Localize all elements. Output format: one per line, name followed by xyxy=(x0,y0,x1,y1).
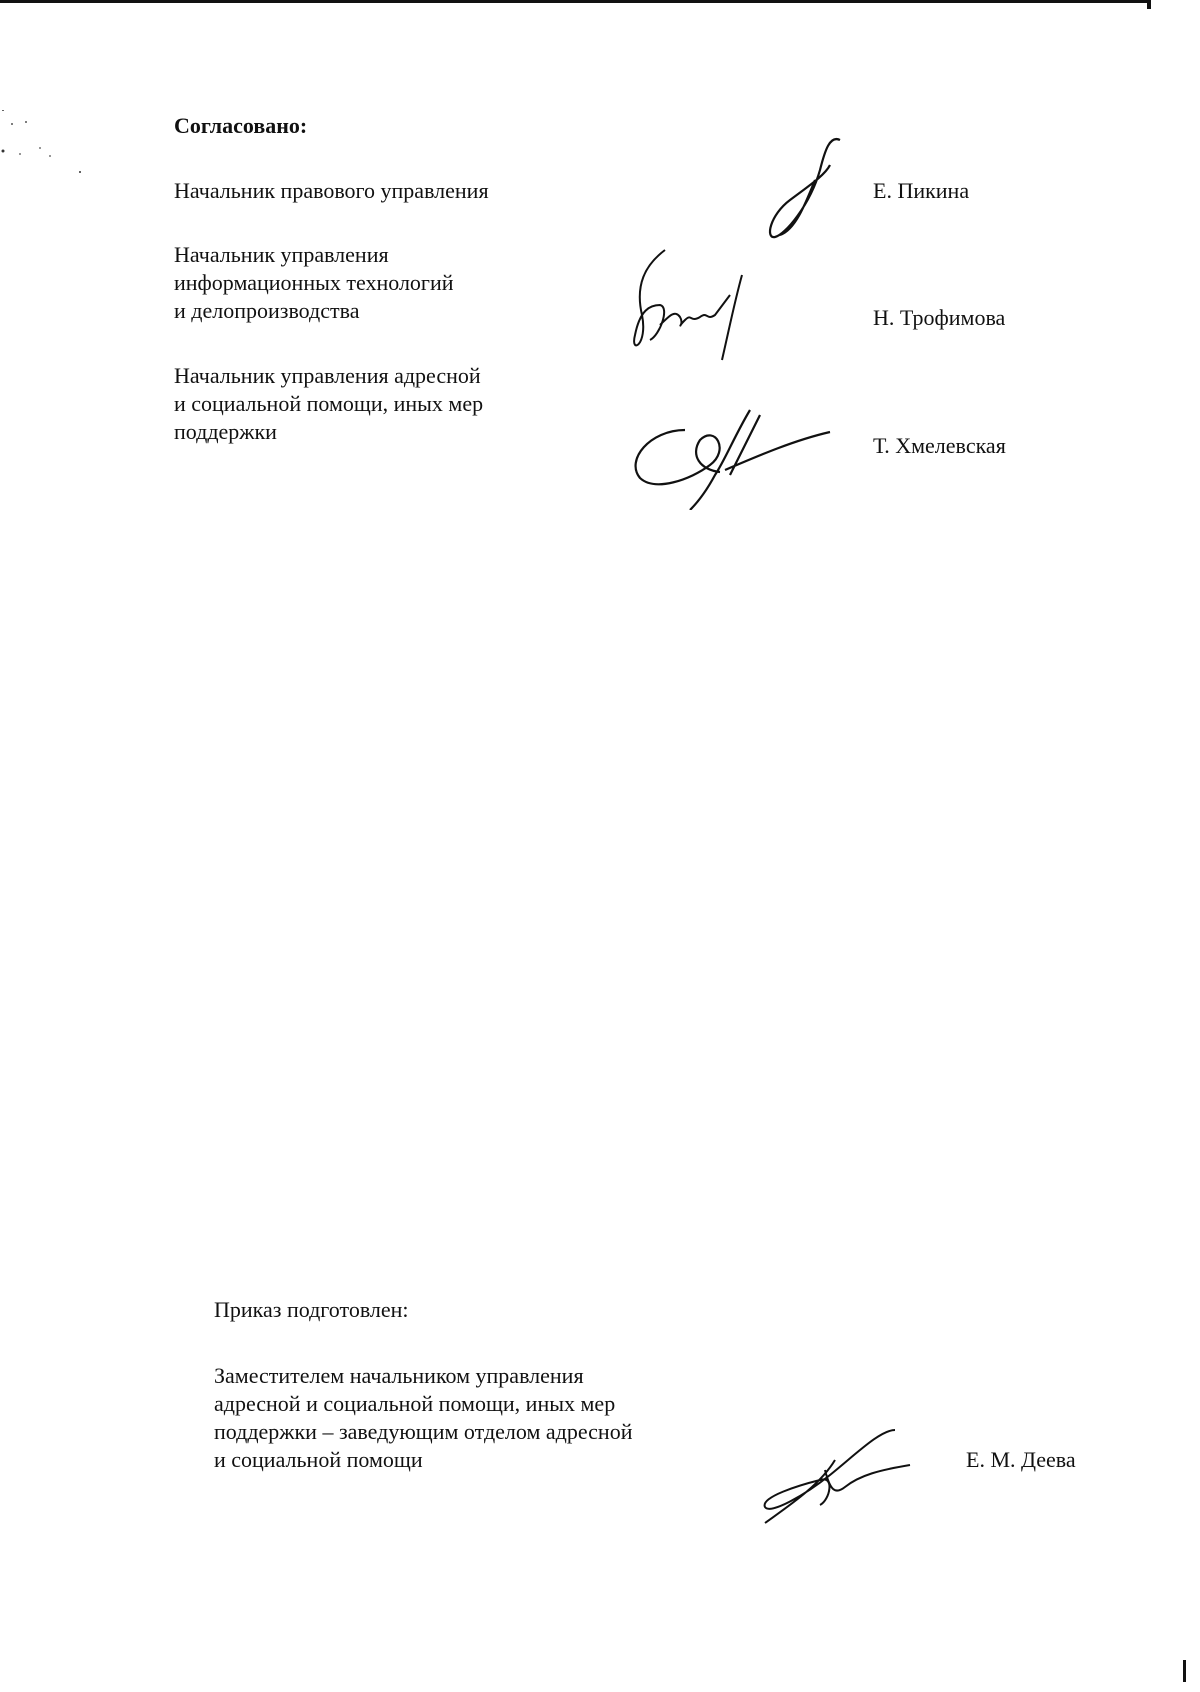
signatory-name: Е. Пикина xyxy=(873,178,970,203)
prepared-heading: Приказ подготовлен: xyxy=(214,1297,409,1322)
signature-deeva xyxy=(760,1425,920,1525)
preparer-name: Е. М. Деева xyxy=(966,1447,1076,1472)
signature-khmelevskaya xyxy=(630,400,850,510)
preparer-position: Заместителем начальником управления xyxy=(214,1363,584,1388)
preparer-position: и социальной помощи xyxy=(214,1447,423,1472)
signature-trofimova xyxy=(630,245,770,365)
signatory-position: информационных технологий xyxy=(174,270,454,295)
signatory-position: Начальник управления xyxy=(174,242,389,267)
signatory-position: Начальник управления адресной xyxy=(174,363,481,388)
signatory-name: Н. Трофимова xyxy=(873,305,1006,330)
signatory-position: и делопроизводства xyxy=(174,298,360,323)
signatory-position: поддержки xyxy=(174,419,277,444)
scan-noise xyxy=(0,110,90,180)
preparer-position: адресной и социальной помощи, иных мер xyxy=(214,1391,616,1416)
scan-border-line xyxy=(0,0,1150,3)
preparer-position: поддержки – заведующим отделом адресной xyxy=(214,1419,633,1444)
signatory-position: Начальник правового управления xyxy=(174,178,489,203)
signatory-name: Т. Хмелевская xyxy=(873,433,1006,458)
scan-edge-mark xyxy=(1183,1660,1186,1682)
signature-pikina xyxy=(730,135,860,245)
scan-border-tick xyxy=(1147,0,1151,9)
approval-heading: Согласовано: xyxy=(174,113,308,138)
signatory-position: и социальной помощи, иных мер xyxy=(174,391,484,416)
